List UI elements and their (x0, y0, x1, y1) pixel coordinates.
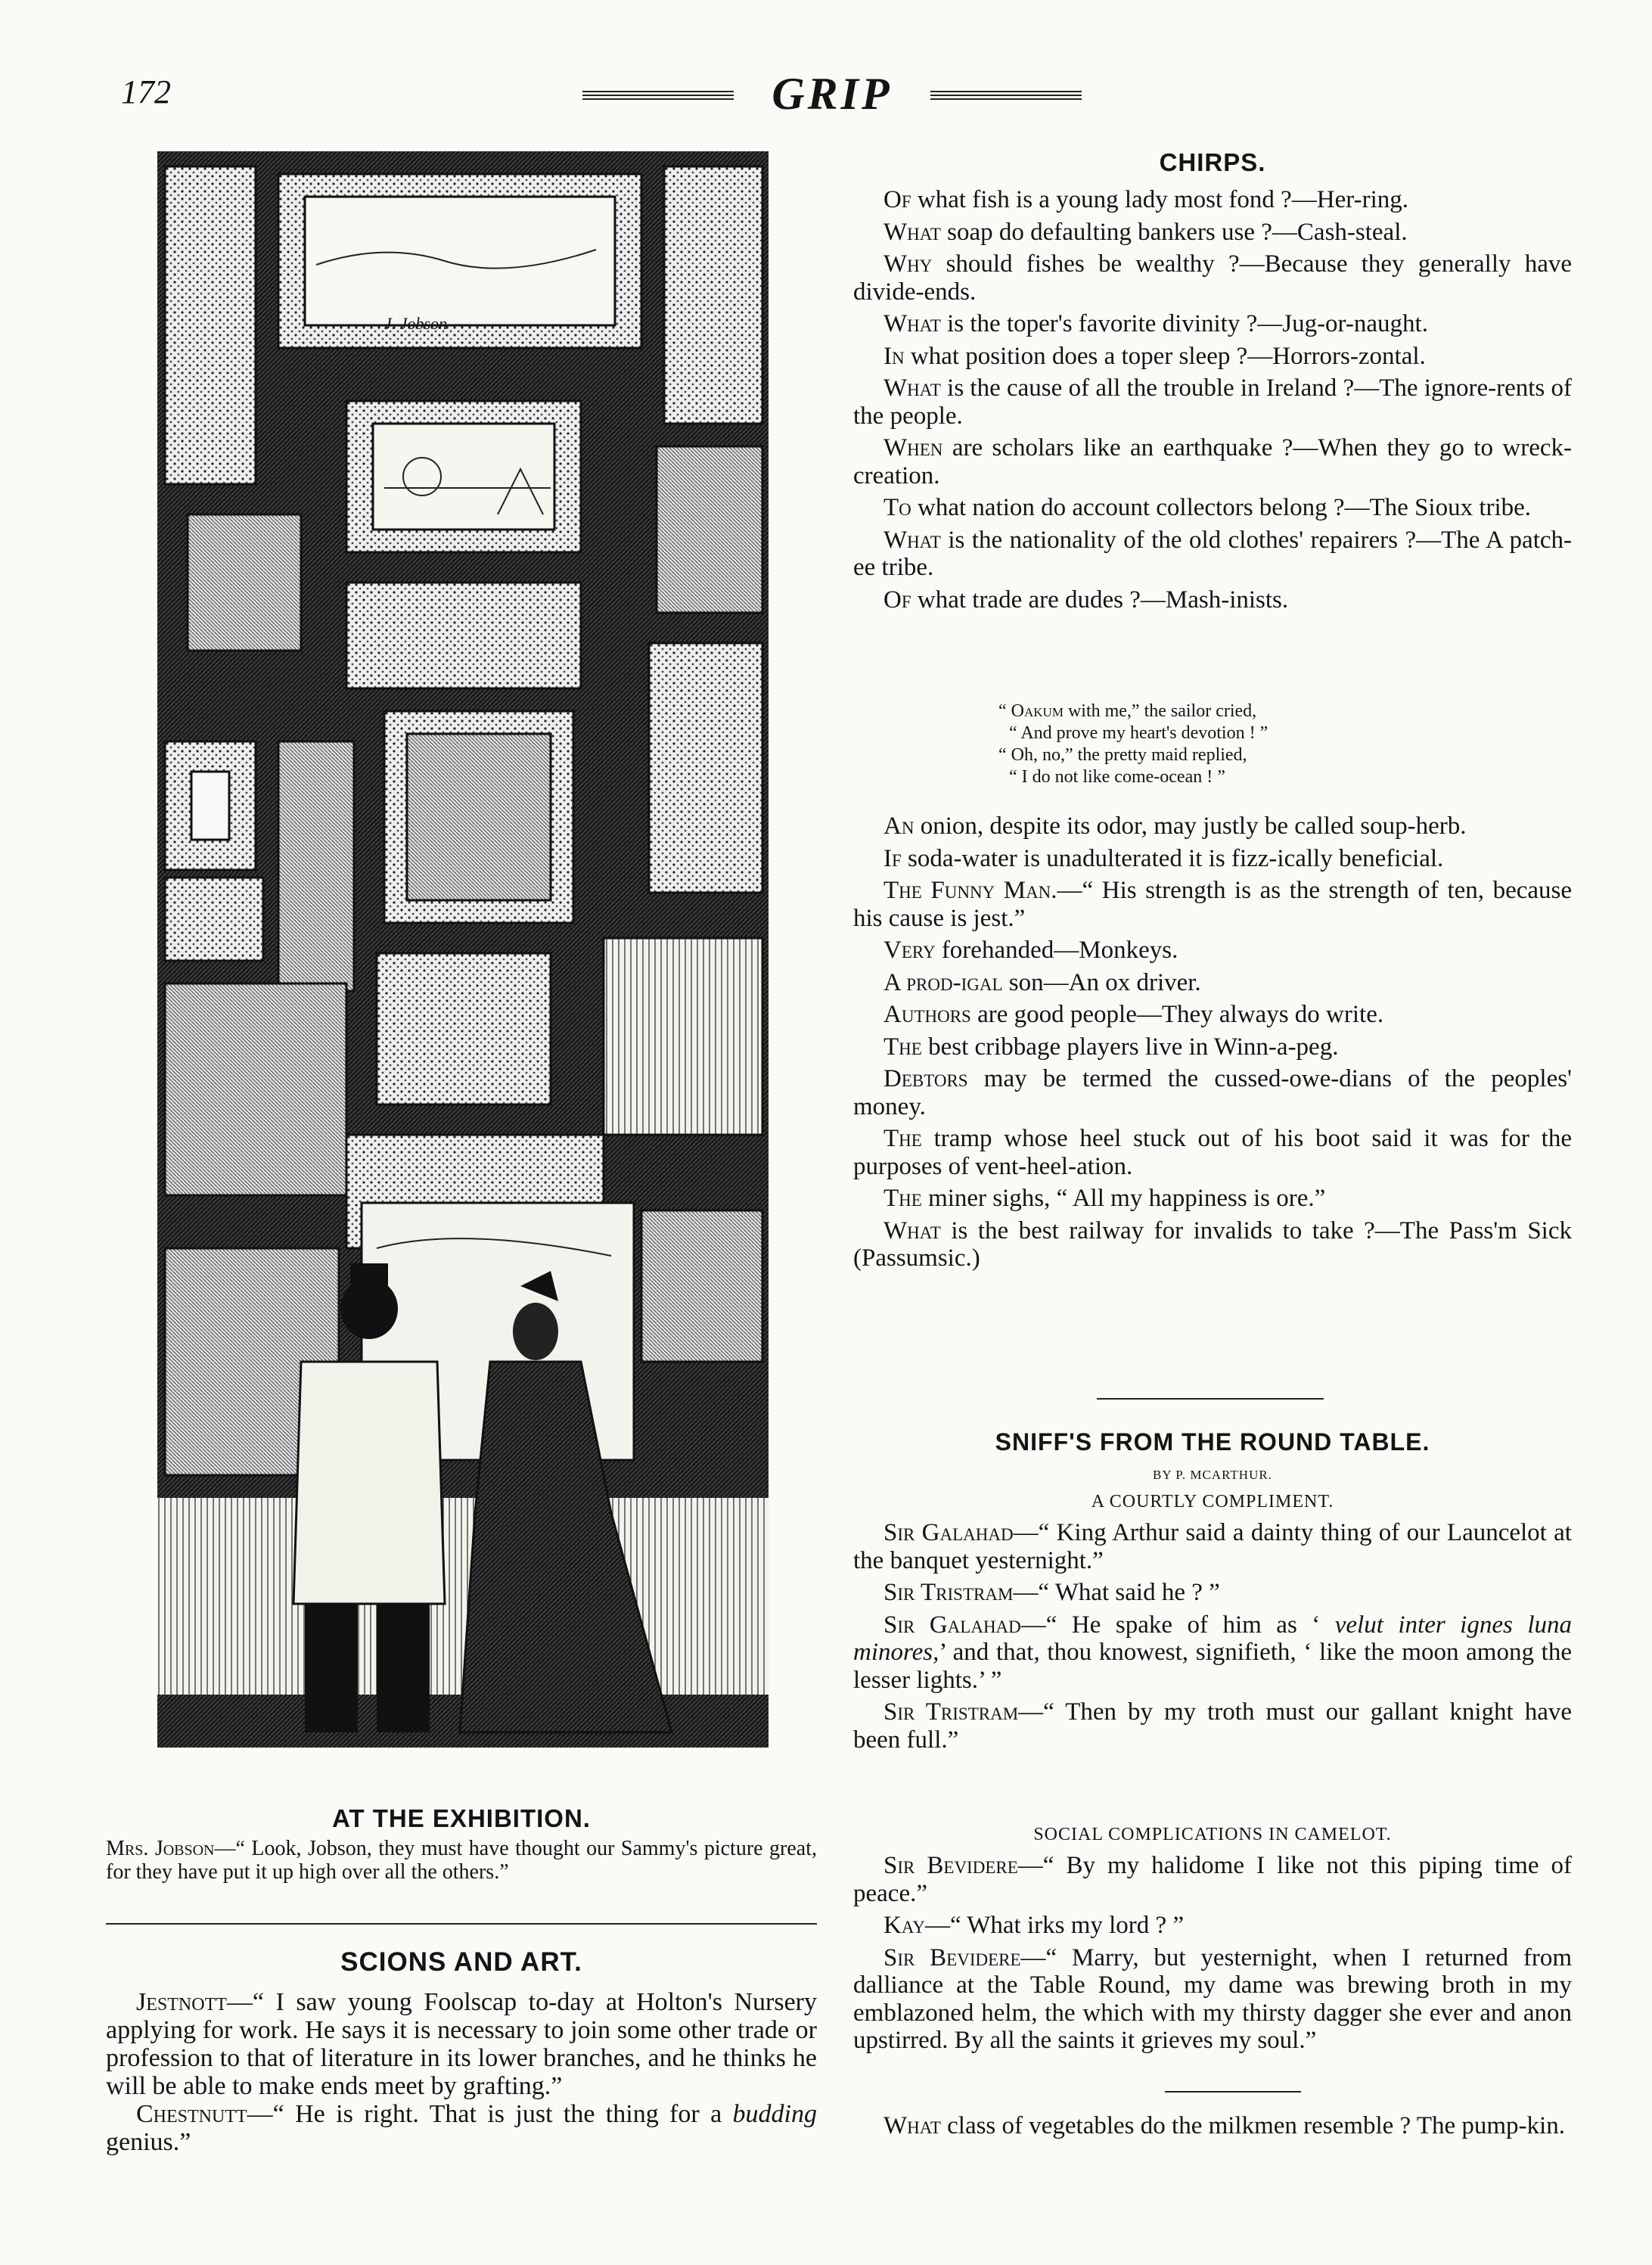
chirp-text: is the nationality of the old clothes' repairers ?—The A patch-ee tribe. (853, 526, 1572, 581)
verse-line-3: “ Oh, no,” the pretty maid replied, (998, 745, 1247, 765)
chirp-text: what position does a toper sleep ?—Horrors-zontal. (904, 342, 1426, 370)
sniffs-subhead-2: SOCIAL COMPLICATIONS IN CAMELOT. (1033, 1825, 1392, 1844)
chirp-item (853, 812, 1572, 840)
sniffs-camelot-list (853, 1852, 1572, 2059)
tristram-line-2 (853, 1698, 1572, 1754)
masthead (582, 68, 1082, 121)
page-number: 172 (121, 73, 171, 110)
scions-body (106, 1988, 817, 2156)
chirp-lead: What (883, 526, 941, 554)
chirp-item (853, 586, 1572, 614)
galahad-line-1 (853, 1519, 1572, 1574)
closing-line (853, 2112, 1572, 2140)
chirp-text: son—An ox driver. (1002, 968, 1201, 996)
chirp-text: —“ His strength is as the strength of ten, because his cause is jest.” (853, 877, 1573, 932)
chirp-text: may be termed the cussed-owe-dians of the peoples' money. (853, 1065, 1572, 1120)
chirp-text: onion, despite its odor, may justly be called soup-herb. (914, 812, 1467, 840)
verse-line-4: “ I do not like come-ocean ! ” (1009, 767, 1225, 787)
artist-signature: J. Jobson (384, 314, 448, 333)
chirp-lead: What (883, 310, 941, 337)
verse-line-1-rest: with me,” the sailor cried, (1063, 701, 1257, 721)
speaker-galahad: Sir Galahad (883, 1519, 1014, 1546)
speaker-tristram: Sir Tristram (883, 1579, 1014, 1606)
chirp-text: is the best railway for invalids to take ?—The Pass'm Sick (Passumsic.) (853, 1216, 1572, 1272)
chirp-text: what fish is a young lady most fond ?—Her-ring. (911, 186, 1409, 213)
verse-line-1 (998, 701, 1452, 722)
sniffs-byline: BY P. MCARTHUR. (1153, 1468, 1272, 1482)
scions-text-2b: genius.” (106, 2128, 191, 2156)
divider-left (106, 1923, 817, 1925)
camelot-item (853, 1852, 1572, 1907)
chirp-lead: Authors (883, 1001, 971, 1028)
chirp-lead: When (883, 434, 943, 461)
chirp-item (853, 527, 1572, 582)
chirp-text: are scholars like an earthquake ?—When they go to wreck-creation. (853, 434, 1572, 489)
masthead-rule-right (930, 91, 1082, 101)
speaker-jestnott: Jestnott (136, 1988, 227, 2016)
masthead-rule-left (582, 91, 734, 101)
chirp-item (853, 1125, 1572, 1180)
chirp-text: soda-water is unadulterated it is fizz-ically beneficial. (901, 844, 1444, 872)
chirp-text: is the toper's favorite divinity ?—Jug-or-naught. (940, 310, 1428, 337)
closing-text: class of vegetables do the milkmen resemble ? The pump-kin. (940, 2112, 1565, 2139)
speaker-chestnutt: Chestnutt (136, 2100, 247, 2128)
closing-lead: What (883, 2112, 941, 2139)
camelot-item (853, 1912, 1572, 1940)
chirp-lead: If (883, 844, 902, 872)
chirp-item (853, 250, 1572, 306)
scions-paragraph-2 (106, 2100, 817, 2156)
chirp-text: forehanded—Monkeys. (935, 937, 1178, 964)
camelot-lead: Kay (883, 1912, 925, 1939)
scions-paragraph-1 (106, 1988, 817, 2100)
closing-chirp (853, 2112, 1572, 2145)
chirps-list-2 (853, 812, 1572, 1277)
chirp-item (853, 877, 1572, 932)
chirp-text: best cribbage players live in Winn-a-peg. (921, 1033, 1339, 1061)
chirp-lead: Why (883, 250, 933, 278)
chirp-lead: Of (883, 186, 911, 213)
masthead-title: GRIP (772, 69, 893, 119)
chirp-item (853, 1033, 1572, 1061)
tristram-text-1: —“ What said he ? ” (1013, 1579, 1220, 1606)
chirp-item (853, 1065, 1572, 1120)
chirp-lead: The Funny Man. (883, 877, 1057, 904)
verse-lead: Oakum (1011, 701, 1064, 721)
verse-line-2: “ And prove my heart's devotion ! ” (1009, 723, 1268, 743)
chirps-list-1 (853, 186, 1572, 618)
chirp-item (853, 434, 1572, 489)
chirp-item (853, 374, 1572, 430)
camelot-item (853, 1944, 1572, 2055)
chirp-lead: What (883, 1216, 941, 1244)
sniffs-subhead-1: A COURTLY COMPLIMENT. (1091, 1492, 1334, 1512)
verse-quote-open: “ (998, 701, 1011, 721)
galahad-text-2a: —“ He spake of him as ‘ (1020, 1611, 1321, 1639)
chirp-lead: A prod-igal (883, 968, 1003, 996)
chirp-item (853, 1217, 1572, 1272)
chirp-text: what trade are dudes ?—Mash-inists. (911, 586, 1289, 614)
chirp-text: should fishes be wealthy ?—Because they generally have divide-ends. (853, 250, 1572, 306)
chirp-item (853, 219, 1572, 247)
divider-chirps (1097, 1398, 1324, 1400)
chirp-item (853, 310, 1572, 338)
chirp-lead: Debtors (883, 1065, 968, 1092)
chirp-lead: The (883, 1033, 922, 1061)
scions-title: SCIONS AND ART. (340, 1947, 582, 1977)
chirp-lead: An (883, 812, 914, 840)
exhibition-illustration (157, 151, 769, 1748)
chirp-item (853, 937, 1572, 965)
chirp-lead: The (883, 1125, 922, 1152)
galahad-line-2 (853, 1611, 1572, 1695)
chirp-text: are good people—They always do write. (970, 1001, 1384, 1028)
chirp-item (853, 343, 1572, 371)
chirp-item (853, 1001, 1572, 1029)
tristram-line-1 (853, 1579, 1572, 1607)
tristram-text-2: —“ Then by my troth must our gallant knight have been full.” (853, 1698, 1572, 1754)
chirp-item (853, 1185, 1572, 1213)
chirp-lead: Very (883, 937, 936, 964)
chirp-item (853, 494, 1572, 522)
chirps-title: CHIRPS. (1159, 148, 1266, 176)
scions-text-1: —“ I saw young Foolscap to-day at Holton's Nursery applying for work. He says it is necessary to join some other trade or profession to that of literature in its lower branches, and he thinks he will be able to make ends meet by grafting.” (106, 1988, 817, 2100)
chirp-item (853, 845, 1572, 873)
caption-title: AT THE EXHIBITION. (332, 1804, 591, 1832)
speaker-galahad-2: Sir Galahad (883, 1611, 1021, 1639)
caption-speaker: Mrs. Jobson (106, 1837, 215, 1860)
camelot-lead: Sir Bevidere (883, 1852, 1018, 1879)
chirp-lead: What (883, 218, 941, 246)
wainscot (157, 1498, 769, 1695)
chirp-lead: To (883, 494, 911, 521)
galahad-latin: velut inter ignes luna minores, (853, 1611, 1572, 1666)
scions-text-2a: —“ He is right. That is just the thing for a (247, 2100, 733, 2128)
caption-quote: —“ Look, Jobson, they must have thought our Sammy's picture great, for they have put it up high over all the others.” (106, 1837, 817, 1884)
camelot-text: —“ Marry, but yesternight, when I returned from dalliance at the Table Round, my dame was brewing broth in my emblazoned helm, the which with my thirsty dagger she ever and anon upstirred. By all the saints it grieves my soul.” (853, 1943, 1573, 2054)
galahad-text-2b: ’ and that, thou knowest, signifieth, ‘ like the moon among the lesser lights.’ ” (853, 1639, 1572, 1694)
chirp-text: is the cause of all the trouble in Ireland ?—The ignore-rents of the people. (853, 374, 1572, 430)
divider-closing (1165, 2091, 1301, 2093)
chirp-item (853, 186, 1572, 214)
chirps-verse (998, 701, 1452, 788)
chirp-lead: The (883, 1185, 922, 1212)
sniffs-title: SNIFF'S FROM THE ROUND TABLE. (995, 1428, 1430, 1456)
chirp-lead: What (883, 374, 941, 402)
scions-italic: budding (732, 2100, 817, 2128)
camelot-lead: Sir Bevidere (883, 1943, 1021, 1971)
chirp-item (853, 969, 1572, 997)
caption-text (106, 1837, 817, 1884)
chirp-text: what nation do account collectors belong ?—The Sioux tribe. (911, 494, 1532, 521)
speaker-tristram-2: Sir Tristram (883, 1698, 1019, 1726)
camelot-text: —“ What irks my lord ? ” (924, 1912, 1185, 1939)
galahad-text-1: —“ King Arthur said a dainty thing of our Launcelot at the banquet yesternight.” (853, 1519, 1572, 1574)
chirp-lead: Of (883, 586, 911, 614)
chirp-text: tramp whose heel stuck out of his boot said it was for the purposes of vent-heel-ation. (853, 1125, 1572, 1180)
sniffs-courtly-list (853, 1519, 1572, 1758)
camelot-text: —“ By my halidome I like not this piping time of peace.” (853, 1852, 1572, 1907)
chirp-text: soap do defaulting bankers use ?—Cash-steal. (940, 218, 1408, 246)
chirp-text: miner sighs, “ All my happiness is ore.” (921, 1185, 1326, 1212)
chirp-lead: In (883, 342, 905, 370)
